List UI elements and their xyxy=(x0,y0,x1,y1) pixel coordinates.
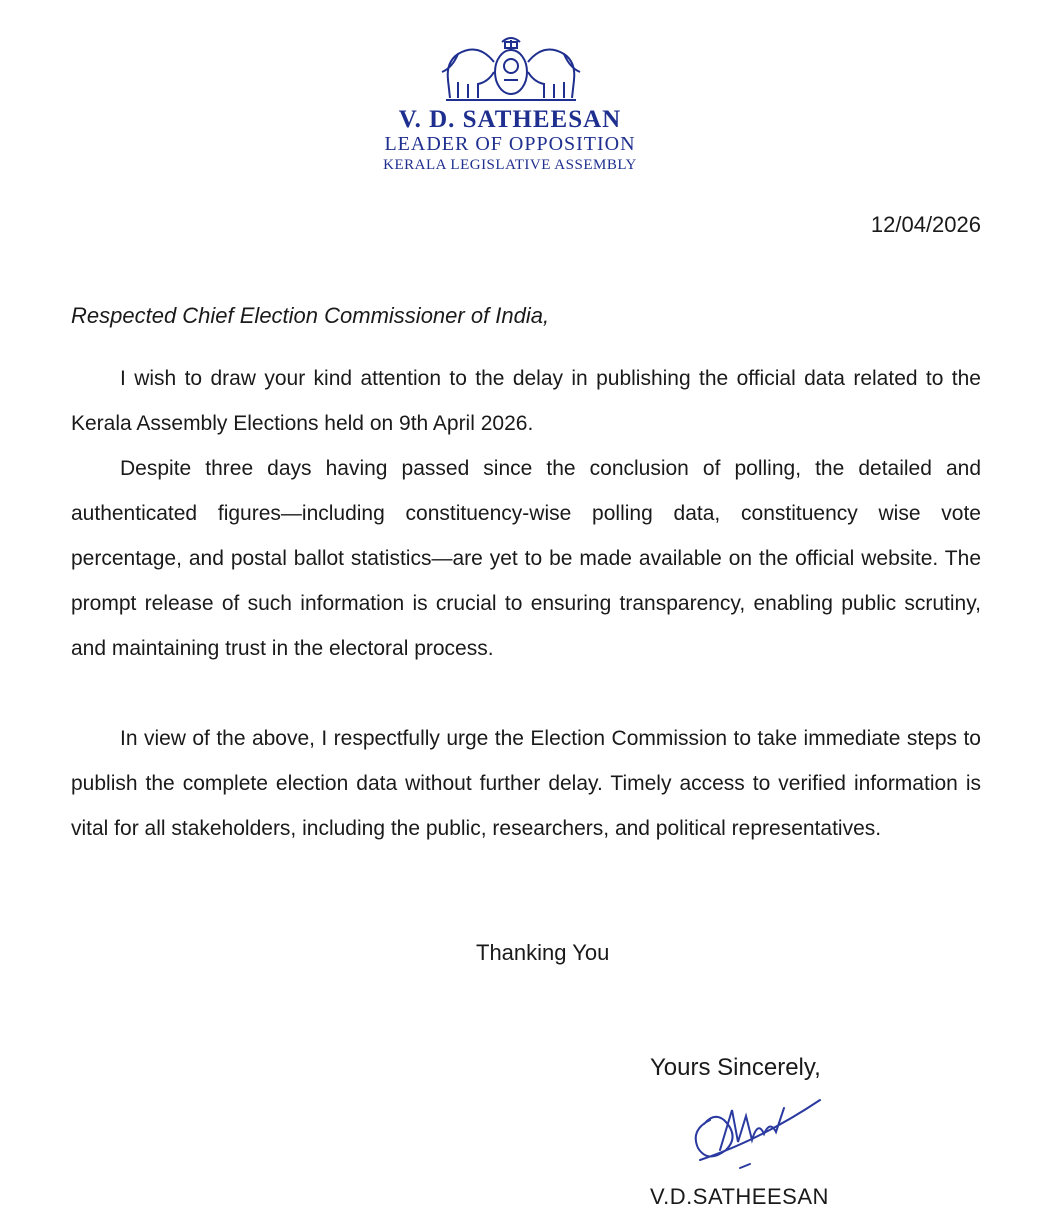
signatory-name: V.D.SATHEESAN xyxy=(650,1184,829,1209)
letterhead-assembly: KERALA LEGISLATIVE ASSEMBLY xyxy=(383,157,637,173)
body-paragraph-3: In view of the above, I respectfully urge the Election Commission to take immediate steps to publish the complete election data without further delay. Timely access to verified information is vital for all stakeholders, including the public, researchers, and political representatives. xyxy=(71,727,981,840)
body-paragraph-1: I wish to draw your kind attention to the delay in publishing the official data related to the Kerala Assembly Elections held on 9th April 2026. xyxy=(71,367,981,435)
salutation: Respected Chief Election Commissioner of India, xyxy=(71,303,550,328)
thanking-line: Thanking You xyxy=(476,940,610,965)
body-paragraph-2: Despite three days having passed since the conclusion of polling, the detailed and authenticated figures—including constituency-wise polling data, constituency wise vote percentage, and postal ballot statistics—are yet to be made available on the official website. The prompt release of such information is crucial to ensuring transparency, enabling public scrutiny, and maintaining trust in the electoral process. xyxy=(71,457,981,660)
closing-line: Yours Sincerely, xyxy=(650,1054,821,1081)
letter-date: 12/04/2026 xyxy=(870,212,981,237)
letterhead-title: LEADER OF OPPOSITION xyxy=(384,133,636,155)
signature-icon xyxy=(680,1090,830,1180)
letterhead-name: V. D. SATHEESAN xyxy=(398,106,622,133)
state-emblem-icon xyxy=(438,32,584,104)
